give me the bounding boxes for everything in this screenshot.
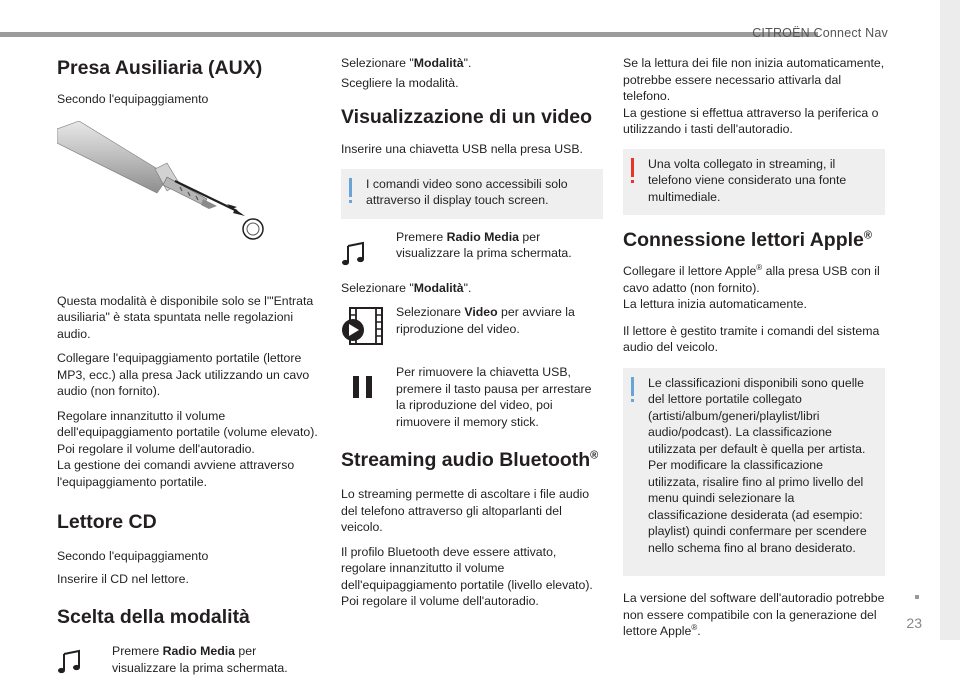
jack-plug-illustration	[57, 116, 322, 246]
video-select-post: per avviare la riproduzione del video.	[396, 305, 575, 336]
section-title-aux: Presa Ausiliaria (AUX)	[57, 57, 263, 79]
select-mode2-bold: Modalità	[413, 280, 464, 295]
bluetooth-title-text: Streaming audio Bluetooth	[341, 449, 591, 471]
radio-media-label: Radio Media	[162, 644, 236, 658]
select-mode-1	[341, 55, 603, 72]
bluetooth-profile: Il profilo Bluetooth deve essere attivato, regolare innanzitutto il volume dell'equipaggiamento portatile (livello elevato). Poi regolare il volume dell'autoradio.	[341, 544, 593, 608]
apple-connect	[623, 263, 885, 296]
mode-step-post: per visualizzare la prima schermata.	[112, 644, 288, 675]
video-radio-media-label: Radio Media	[446, 229, 520, 244]
section-title-bluetooth	[341, 448, 603, 472]
video-info-text: I comandi video sono accessibili solo attraverso il display touch screen.	[366, 176, 568, 207]
video-select-text	[396, 304, 603, 337]
cd-insert: Inserire il CD nel lettore.	[57, 571, 189, 586]
apple-title-sup: ®	[863, 229, 872, 242]
video-press-step	[341, 229, 603, 262]
aux-availability: Secondo l'equipaggiamento	[57, 92, 209, 106]
select-mode-bold: Modalità	[413, 56, 464, 70]
bluetooth-desc: Lo streaming permette di ascoltare i file audio del telefono attraverso gli altoparlanti del veicolo.	[341, 487, 590, 534]
music-note-icon	[57, 649, 83, 680]
page-edge-dot	[915, 595, 919, 599]
section-title-apple	[623, 228, 885, 252]
apple-info-text: Le classificazioni disponibili sono quelle del lettore portatile collegato (artisti/album/generi/playlist/libri audio/podcast). La classificazione utilizzata per default è quella per artista. Per modificare la classificazione utilizzata, risalire fino al primo livello del menu quindi selezionare la classificazione desiderata (ad esempio: playlist) quindi confermare per scendere nello schema fino al brano desiderato.	[648, 375, 867, 555]
aux-volume	[57, 408, 322, 458]
select-mode-pre: Selezionare "	[341, 56, 414, 70]
apple-connect-a: Collegare il lettore Apple	[623, 264, 757, 278]
apple-control: Il lettore è gestito tramite i comandi del sistema audio del veicolo.	[623, 323, 880, 354]
apple-info-note	[623, 368, 885, 577]
apple-compat	[623, 590, 885, 640]
pause-text: Per rimuovere la chiavetta USB, premere il tasto pausa per arrestare la riproduzione del video, poi rimuovere il memory stick.	[396, 365, 592, 429]
streaming-warning-text: Una volta collegato in streaming, il telefono viene considerato una fonte multimediale.	[648, 156, 847, 204]
aux-volume-text: Regolare innanzitutto il volume dell'equipaggiamento portatile (volume elevato). Poi regolare il volume dell'autoradio.	[57, 408, 318, 456]
header-rule	[0, 32, 818, 37]
page-edge-tab	[940, 0, 960, 640]
info-marker-icon	[349, 178, 354, 206]
mode-step	[57, 643, 322, 676]
select-mode-2	[341, 280, 603, 297]
select-mode2-post: ".	[463, 280, 472, 295]
video-select-step	[341, 304, 603, 337]
section-title-video: Visualizzazione di un video	[341, 106, 593, 128]
choose-mode: Scegliere la modalità.	[341, 75, 459, 90]
info-marker-icon	[631, 377, 636, 405]
cd-availability: Secondo l'equipaggiamento	[57, 549, 209, 563]
section-title-mode: Scelta della modalità	[57, 606, 250, 628]
select-mode2-pre: Selezionare "	[341, 280, 414, 295]
pause-step	[341, 364, 603, 430]
page-number: 23	[906, 615, 922, 631]
bt-autoplay: Se la lettura dei file non inizia automaticamente, potrebbe essere necessario attivarla dal telefono.	[623, 56, 885, 103]
apple-connect-sup: ®	[756, 262, 763, 272]
apple-compat-b: .	[697, 624, 701, 638]
select-mode-post: ".	[463, 56, 472, 70]
apple-title-text: Connessione lettori Apple	[623, 229, 864, 251]
bt-control: La gestione si effettua attraverso la periferica o utilizzando i tasti dell'autoradio.	[623, 105, 879, 136]
streaming-warning-note	[623, 149, 885, 216]
video-press-post: per visualizzare la prima schermata.	[396, 229, 572, 260]
apple-compat-a: La versione del software dell'autoradio potrebbe non essere compatibile con la generazione del lettore Apple	[623, 591, 885, 638]
video-press-pre: Premere	[396, 229, 447, 244]
header-title: CITROËN Connect Nav	[752, 26, 888, 40]
video-insert: Inserire una chiavetta USB nella presa USB.	[341, 142, 583, 156]
column-right	[623, 52, 885, 648]
apple-autoplay: La lettura inizia automaticamente.	[623, 297, 807, 311]
pause-icon	[353, 376, 373, 403]
warning-marker-icon	[631, 158, 636, 186]
bluetooth-title-sup: ®	[590, 449, 599, 462]
apple-connect-b: alla presa USB con il cavo adatto (non fornito).	[623, 264, 880, 295]
mode-step-pre: Premere	[112, 644, 163, 658]
aux-note: Questa modalità è disponibile solo se l'"Entrata ausiliaria" è stata spuntata nelle regolazioni audio.	[57, 293, 314, 341]
column-middle	[341, 52, 603, 618]
apple-compat-sup: ®	[691, 622, 698, 632]
section-title-cd: Lettore CD	[57, 511, 157, 533]
video-select-pre: Selezionare	[396, 305, 465, 319]
video-info-note	[341, 169, 603, 219]
aux-connect: Collegare l'equipaggiamento portatile (lettore MP3, ecc.) alla presa Jack utilizzando un cavo audio (non fornito).	[57, 351, 310, 398]
video-label: Video	[464, 305, 498, 319]
video-play-icon	[341, 306, 385, 351]
video-press-text	[396, 229, 603, 262]
mode-step-text	[112, 643, 322, 676]
column-left	[57, 52, 322, 684]
music-note-icon	[341, 241, 367, 272]
aux-control: La gestione dei comandi avviene attraverso l'equipaggiamento portatile.	[57, 458, 295, 489]
